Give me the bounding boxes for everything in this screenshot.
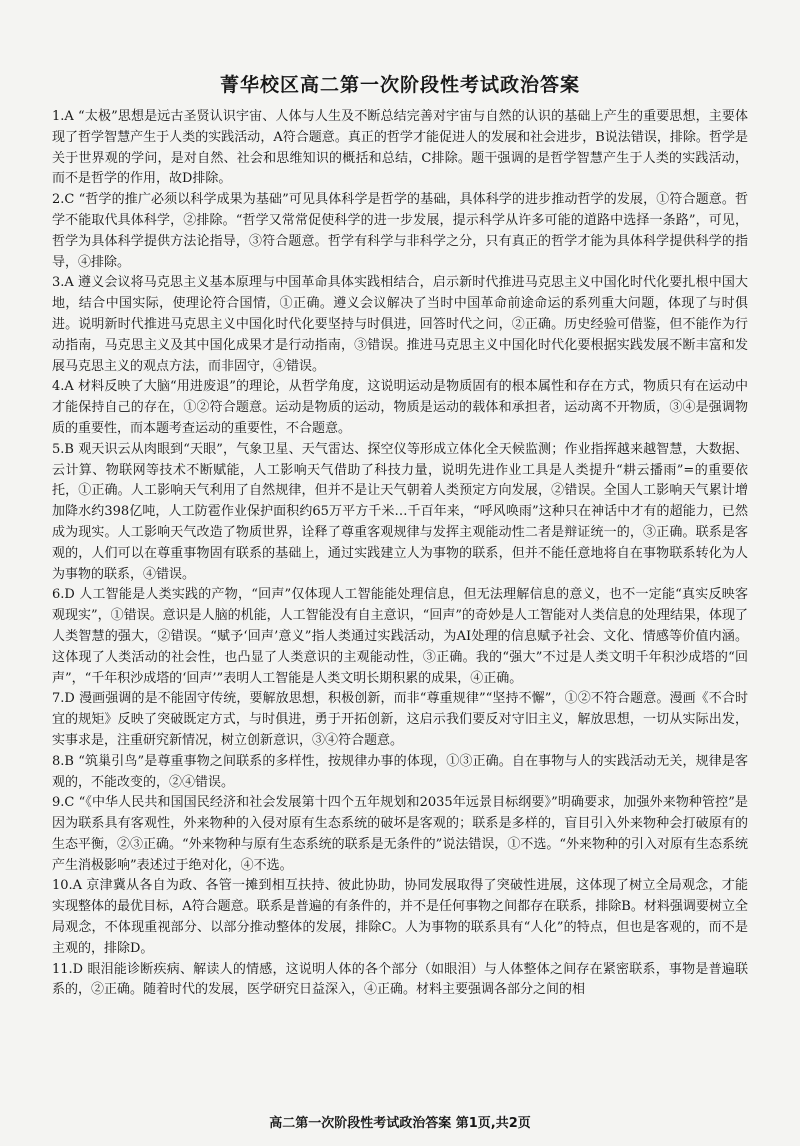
answer-item: 9.C “《中华人民共和国国民经济和社会发展第十四个五年规划和2035年远景目标纲要》”明确要求，加强外来物种管控”是因为联系具有客观性，外来物种的入侵对原有生态系统的破坏是客观的；联系是多样的，盲目引入外来物种会打破原有的生态平衡，②③正确。“外来物种与原有生态系统的联系是无条件的”说法错误，①不选。“外来物种的引入对原有生态系统产生消极影响”表述过于绝对化，④不选。 (52, 795, 748, 873)
answer-item: 10.A 京津冀从各自为政、各管一摊到相互扶持、彼此协助，协同发展取得了突破性进展，这体现了树立全局观念，才能实现整体的最优目标，A符合题意。联系是普遍的有条件的，并不是任何事物之间都存在联系，排除B。材料强调要树立全局观念，不体现重视部分、以部分推动整体的发展，排除C。人为事物的联系具有“人化”的特点，但也是客观的，而不是主观的，排除D。 (52, 878, 748, 956)
page-title: 菁华校区高二第一次阶段性考试政治答案 (219, 74, 580, 96)
answer-item: 1.A “太极”思想是远古圣贤认识宇宙、人体与人生及不断总结完善对宇宙与自然的认识的基础上产生的重要思想，主要体现了哲学智慧产生于人类的实践活动，A符合题意。真正的哲学才能促进人的发展和社会进步，B说法错误，排除。哲学是关于世界观的学问，是对自然、社会和思维知识的概括和总结，C排除。题干强调的是哲学智慧产生于人类的实践活动，而不是哲学的作用，故D排除。 (52, 109, 748, 187)
page-footer: 高二第一次阶段性考试政治答案 第1页,共2页 (269, 1116, 531, 1131)
answer-list (52, 107, 748, 1001)
answer-item: 6.D 人工智能是人类实践的产物，“回声”仅体现人工智能能处理信息，但无法理解信息的意义，也不一定能“真实反映客观现实”，①错误。意识是人脑的机能，人工智能没有自主意识，“回声”的奇妙是人工智能对人类信息的处理结果，体现了人类智慧的强大，②错误。“赋予‘回声’意义”指人类通过实践活动，为AI处理的信息赋予社会、文化、情感等价值内涵。这体现了人类活动的社会性，也凸显了人类意识的主观能动性，③正确。我的“强大”不过是人类文明千年积沙成塔的“回声”，“千年积沙成塔的‘回声’”表明人工智能是人类文明长期积累的成果，④正确。 (52, 587, 748, 686)
answer-item: 11.D 眼泪能诊断疾病、解读人的情感，这说明人体的各个部分（如眼泪）与人体整体之间存在紧密联系，事物是普遍联系的，②正确。随着时代的发展，医学研究日益深入，④正确。材料主要强调各部分之间的相 (52, 961, 748, 998)
answer-item: 4.A 材料反映了大脑“用进废退”的理论，从哲学角度，这说明运动是物质固有的根本属性和存在方式，物质只有在运动中才能保持自己的存在，①②符合题意。运动是物质的运动，物质是运动的载体和承担者，运动离不开物质，③④是强调物质的重要性，而本题考查运动的重要性，不合题意。 (52, 379, 748, 436)
answer-item: 2.C “哲学的推广必须以科学成果为基础”可见具体科学是哲学的基础，具体科学的进步推动哲学的发展，①符合题意。哲学不能取代具体科学，②排除。“哲学又常常促使科学的进一步发展，提示科学从许多可能的道路中选择一条路”，可见，哲学为具体科学提供方法论指导，③符合题意。哲学有科学与非科学之分，只有真正的哲学才能为具体科学提供科学的指导，④排除。 (52, 192, 748, 270)
answer-item: 8.B “筑巢引鸟”是尊重事物之间联系的多样性，按规律办事的体现，①③正确。自在事物与人的实践活动无关，规律是客观的，不能改变的，②④错误。 (52, 753, 748, 790)
answer-item: 7.D 漫画强调的是不能固守传统，要解放思想，积极创新，而非“尊重规律”“坚持不懈”，①②不符合题意。漫画《不合时宜的规矩》反映了突破既定方式，与时俱进，勇于开拓创新，这启示我们要反对守旧主义，解放思想，一切从实际出发，实事求是，注重研究新情况，树立创新意识，③④符合题意。 (52, 691, 748, 748)
answer-item: 3.A 遵义会议将马克思主义基本原理与中国革命具体实践相结合，启示新时代推进马克思主义中国化时代化要扎根中国大地，结合中国实际，使理论符合国情，①正确。遵义会议解决了当时中国革命前途命运的系列重大问题，体现了与时俱进。说明新时代推进马克思主义中国化时代化要坚持与时俱进，回答时代之问，②正确。历史经验可借鉴，但不能作为行动指南，马克思主义及其中国化成果才是行动指南，③错误。推进马克思主义中国化时代化要根据实践发展不断丰富和发展马克思主义的观点方法，而非固守，④错误。 (52, 275, 748, 374)
answer-item: 5.B 观天识云从肉眼到“天眼”，气象卫星、天气雷达、探空仪等形成立体化全天候监测；作业指挥越来越智慧，大数据、云计算、物联网等技术不断赋能，人工影响天气借助了科技力量，说明先进作业工具是人类提升“耕云播雨”=的重要依托，①正确。人工影响天气利用了自然规律，但并不是让天气朝着人类预定方向发展，②错误。全国人工影响天气累计增加降水约398亿吨，人工防雹作业保护面积约65万平方千米…千百年来，“呼风唤雨”这种只在神话中才有的超能力，已然成为现实。人工影响天气改造了物质世界，诠释了尊重客观规律与发挥主观能动性二者是辩证统一的，③正确。联系是客观的，人们可以在尊重事物固有联系的基础上，通过实践建立人为事物的联系，但并不能任意地将自在事物联系转化为人为事物的联系，④错误。 (52, 441, 748, 582)
